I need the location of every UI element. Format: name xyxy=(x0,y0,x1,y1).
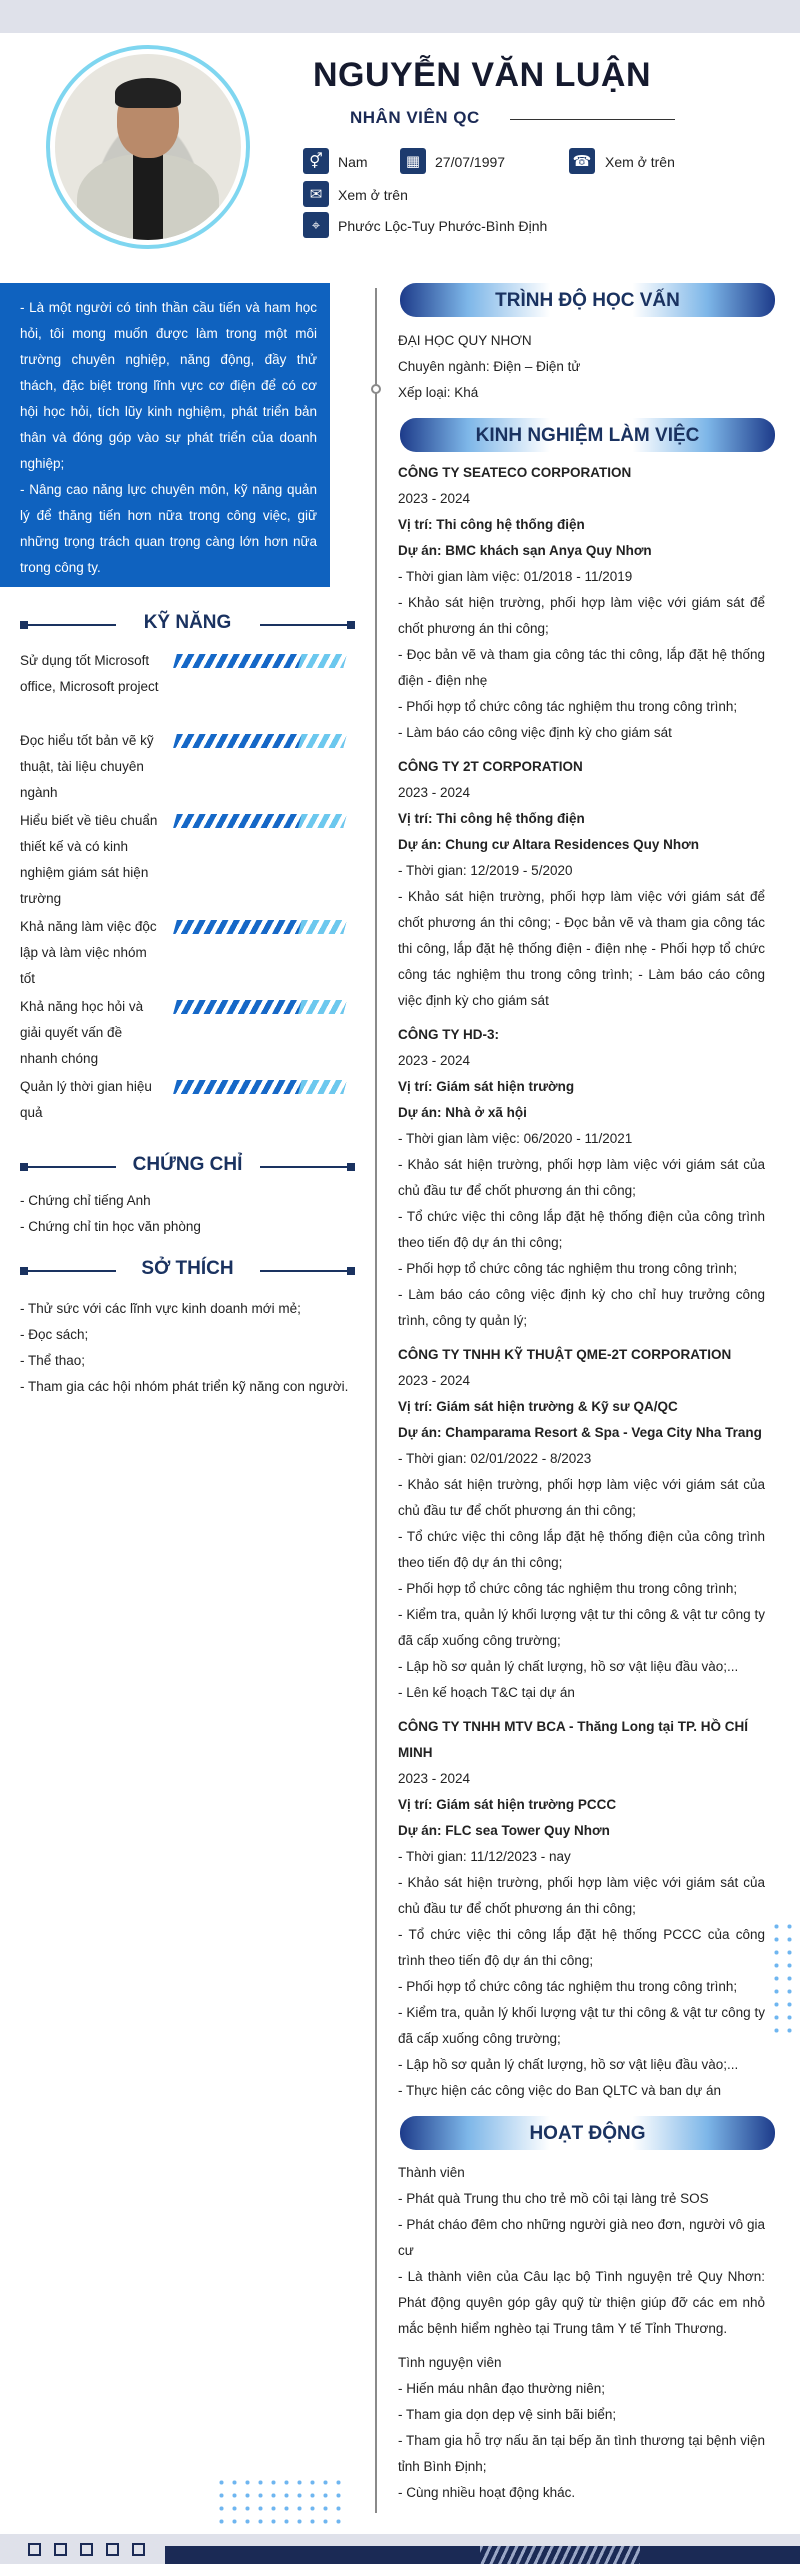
job-entry xyxy=(398,460,765,746)
job-duty: - Thời gian làm việc: 06/2020 - 11/2021 xyxy=(398,1131,633,1146)
education-title: TRÌNH ĐỘ HỌC VẤN xyxy=(495,290,680,311)
dot-pattern-decoration xyxy=(215,2476,345,2528)
job-duty: - Khảo sát hiện trường, phối hợp làm việc với giám sát để chốt phương án thi công; - Đọc bản vẽ và tham gia công tác thi công, lắp đặt hệ thống điện - điện nhẹ - Phối hợp tổ chức công tác nghiệm thu trong công trình; - Làm báo cáo công việc định kỳ cho giám sát xyxy=(398,889,765,1008)
job-position: Vị trí: Giám sát hiện trường PCCC xyxy=(398,1797,617,1812)
job-duty: - Lên kế hoạch T&C tại dự án xyxy=(398,1685,575,1700)
bottom-stripe-pattern xyxy=(480,2546,640,2564)
job-duty: - Đọc bản vẽ và tham gia công tác thi công, lắp đặt hệ thống điện - điện nhẹ xyxy=(398,647,765,688)
certificate-item: - Chứng chỉ tin học văn phòng xyxy=(20,1219,201,1234)
skill-item: Đọc hiểu tốt bản vẽ kỹ thuật, tài liệu chuyên ngành xyxy=(20,728,350,806)
skill-item: Hiểu biết về tiêu chuẩn thiết kế và có kinh nghiệm giám sát hiện trường xyxy=(20,808,350,912)
job-duty: - Làm báo cáo công việc định kỳ cho chỉ huy trưởng công trình, công ty quản lý; xyxy=(398,1287,765,1328)
job-duty: - Lập hồ sơ quản lý chất lượng, hồ sơ vật liệu đầu vào;... xyxy=(398,2057,739,2072)
square-decoration xyxy=(28,2543,41,2556)
timeline-line xyxy=(375,288,377,2513)
skill-item: Khả năng làm việc độc lập và làm việc nhóm tốt xyxy=(20,914,350,992)
job-position: Vị trí: Thi công hệ thống điện xyxy=(398,517,585,532)
job-project: Dự án: Champarama Resort & Spa - Vega City Nha Trang xyxy=(398,1425,762,1440)
job-duty: - Tổ chức việc thi công lắp đặt hệ thống điện của công trình theo tiến độ dự án thi công; xyxy=(398,1529,765,1570)
skill-item: Sử dụng tốt Microsoft office, Microsoft project xyxy=(20,648,350,700)
phone-icon: ☎ xyxy=(569,148,595,174)
job-duty: - Thời gian làm việc: 01/2018 - 11/2019 xyxy=(398,569,633,584)
job-duty: - Tổ chức việc thi công lắp đặt hệ thống PCCC của công trình theo tiến độ dự án thi công; xyxy=(398,1927,765,1968)
activity-group-heading: Tình nguyện viên xyxy=(398,2355,502,2370)
objective-paragraph-1: - Là một người có tinh thần cầu tiến và ham học hỏi, tôi mong muốn được làm trong một môi trường chuyên nghiệp, năng động, đầy thử thách, đặc biệt trong lĩnh vực cơ điện để có cơ hội học hỏi, tích lũy kinh nghiệm, phát triển bản thân và đóng góp vào sự phát triển của doanh nghiệp; xyxy=(20,300,317,471)
job-duty: - Lập hồ sơ quản lý chất lượng, hồ sơ vật liệu đầu vào;... xyxy=(398,1659,739,1674)
address-value: Phước Lộc-Tuy Phước-Bình Định xyxy=(338,218,548,234)
job-duty: - Thời gian: 02/01/2022 - 8/2023 xyxy=(398,1451,592,1466)
job-duty: - Phối hợp tổ chức công tác nghiệm thu trong công trình; xyxy=(398,699,738,714)
skill-item: Khả năng học hỏi và giải quyết vấn đề nhanh chóng xyxy=(20,994,350,1072)
job-duty: - Thời gian: 11/12/2023 - nay xyxy=(398,1849,571,1864)
activity-item: - Phát cháo đêm cho những người già neo đơn, người vô gia cư xyxy=(398,2217,765,2258)
skill-rating-bar xyxy=(173,654,347,668)
dob-value: 27/07/1997 xyxy=(435,154,506,170)
activities-list xyxy=(398,2160,765,2506)
top-decoration-bar xyxy=(0,0,800,33)
company-name: CÔNG TY TNHH KỸ THUẬT QME-2T CORPORATION xyxy=(398,1347,732,1362)
skill-rating-bar xyxy=(173,1000,347,1014)
skill-rating-bar xyxy=(173,814,347,828)
job-duty: - Thực hiện các công việc do Ban QLTC và ban dự án xyxy=(398,2083,721,2098)
job-position: Vị trí: Giám sát hiện trường & Kỹ sư QA/QC xyxy=(398,1399,678,1414)
job-duty: - Phối hợp tổ chức công tác nghiệm thu trong công trình; xyxy=(398,1261,738,1276)
experience-heading xyxy=(400,418,775,452)
skills-heading xyxy=(20,612,355,638)
job-entry xyxy=(398,1022,765,1334)
job-duty: - Khảo sát hiện trường, phối hợp làm việc với giám sát để chốt phương án thi công; xyxy=(398,595,765,636)
hobbies-heading xyxy=(20,1258,355,1284)
certificates-title: CHỨNG CHỈ xyxy=(132,1154,243,1175)
title-divider xyxy=(510,119,675,120)
hobbies-list xyxy=(20,1296,355,1400)
avatar-frame xyxy=(46,45,250,249)
timeline-dot xyxy=(371,384,381,394)
job-years: 2023 - 2024 xyxy=(398,1053,471,1068)
job-entry xyxy=(398,1714,765,2104)
activity-item: - Là thành viên của Câu lạc bộ Tình nguyện trẻ Quy Nhơn: Phát động quyên góp gây quỹ từ thiện giúp đỡ các em nhỏ mắc bệnh hiểm nghèo tại Trung tâm Y tế Tỉnh Thương. xyxy=(398,2269,765,2336)
job-duty: - Khảo sát hiện trường, phối hợp làm việc với giám sát của chủ đầu tư để chốt phương án thi công; xyxy=(398,1477,765,1518)
job-position: Vị trí: Giám sát hiện trường xyxy=(398,1079,575,1094)
skill-rating-bar xyxy=(173,1080,347,1094)
job-project: Dự án: BMC khách sạn Anya Quy Nhơn xyxy=(398,543,652,558)
career-objective xyxy=(0,283,330,587)
activity-item: - Tham gia hỗ trợ nấu ăn tại bếp ăn tình thương tại bệnh viện tỉnh Bình Định; xyxy=(398,2433,765,2474)
hobby-item: - Thể thao; xyxy=(20,1353,86,1368)
calendar-icon: ▦ xyxy=(400,148,426,174)
email-icon: ✉ xyxy=(303,181,329,207)
square-decoration xyxy=(132,2543,145,2556)
job-duty: - Làm báo cáo công việc định kỳ cho giám sát xyxy=(398,725,672,740)
hobby-item: - Thử sức với các lĩnh vực kinh doanh mới mẻ; xyxy=(20,1301,301,1316)
education-details xyxy=(398,328,765,406)
job-duty: - Kiểm tra, quản lý khối lượng vật tư thi công & vật tư công ty đã cấp xuống công trường; xyxy=(398,1607,765,1648)
phone-value: Xem ở trên xyxy=(605,154,675,170)
skill-rating-bar xyxy=(173,920,347,934)
job-years: 2023 - 2024 xyxy=(398,491,471,506)
job-duty: - Khảo sát hiện trường, phối hợp làm việc với giám sát của chủ đầu tư để chốt phương án thi công; xyxy=(398,1157,765,1198)
skills-title: KỸ NĂNG xyxy=(143,612,232,633)
job-entry xyxy=(398,1342,765,1706)
job-duty: - Kiểm tra, quản lý khối lượng vật tư thi công & vật tư công ty đã cấp xuống công trường; xyxy=(398,2005,765,2046)
gender-value: Nam xyxy=(338,154,368,170)
job-duty: - Khảo sát hiện trường, phối hợp làm việc với giám sát của chủ đầu tư để chốt phương án thi công; xyxy=(398,1875,765,1916)
candidate-name: NGUYỄN VĂN LUẬN xyxy=(312,56,652,94)
major: Chuyên ngành: Điện – Điện tử xyxy=(398,359,581,374)
square-decoration xyxy=(106,2543,119,2556)
rank: Xếp loại: Khá xyxy=(398,385,479,400)
company-name: CÔNG TY 2T CORPORATION xyxy=(398,759,583,774)
job-project: Dự án: Nhà ở xã hội xyxy=(398,1105,527,1120)
certificate-item: - Chứng chỉ tiếng Anh xyxy=(20,1193,151,1208)
education-heading xyxy=(400,283,775,317)
job-years: 2023 - 2024 xyxy=(398,785,471,800)
dot-pattern-decoration xyxy=(770,1920,798,2040)
activities-heading xyxy=(400,2116,775,2150)
job-duty: - Phối hợp tổ chức công tác nghiệm thu trong công trình; xyxy=(398,1581,738,1596)
hobby-item: - Tham gia các hội nhóm phát triển kỹ năng con người. xyxy=(20,1379,349,1394)
job-years: 2023 - 2024 xyxy=(398,1771,471,1786)
skill-item: Quản lý thời gian hiệu quả xyxy=(20,1074,350,1126)
activity-item: - Phát quà Trung thu cho trẻ mồ côi tại làng trẻ SOS xyxy=(398,2191,709,2206)
job-duty: - Thời gian: 12/2019 - 5/2020 xyxy=(398,863,573,878)
gender-icon: ⚥ xyxy=(303,148,329,174)
job-position: Vị trí: Thi công hệ thống điện xyxy=(398,811,585,826)
square-decoration xyxy=(54,2543,67,2556)
experience-list xyxy=(398,460,765,2104)
activity-group-heading: Thành viên xyxy=(398,2165,465,2180)
location-icon: ⌖ xyxy=(303,212,329,238)
job-duty: - Phối hợp tổ chức công tác nghiệm thu trong công trình; xyxy=(398,1979,738,1994)
job-duty: - Tổ chức việc thi công lắp đặt hệ thống điện của công trình theo tiến độ dự án thi công; xyxy=(398,1209,765,1250)
email-value: Xem ở trên xyxy=(338,187,408,203)
avatar xyxy=(55,54,241,240)
hobby-item: - Đọc sách; xyxy=(20,1327,89,1342)
hobbies-title: SỞ THÍCH xyxy=(141,1258,234,1279)
certificates-list xyxy=(20,1188,355,1240)
activity-item: - Hiến máu nhân đạo thường niên; xyxy=(398,2381,606,2396)
job-entry xyxy=(398,754,765,1014)
objective-paragraph-2: - Nâng cao năng lực chuyên môn, kỹ năng quản lý để thăng tiến hơn nữa trong công việc, giữ những trọng trách quan trọng càng lớn hơn nữa trong công ty. xyxy=(20,482,317,575)
certificates-heading xyxy=(20,1154,355,1180)
activity-item: - Tham gia dọn dẹp vệ sinh bãi biển; xyxy=(398,2407,617,2422)
school-name: ĐẠI HỌC QUY NHƠN xyxy=(398,333,532,348)
company-name: CÔNG TY TNHH MTV BCA - Thăng Long tại TP. HỒ CHÍ MINH xyxy=(398,1719,748,1760)
job-title: NHÂN VIÊN QC xyxy=(350,108,480,127)
job-project: Dự án: FLC sea Tower Quy Nhơn xyxy=(398,1823,610,1838)
job-years: 2023 - 2024 xyxy=(398,1373,471,1388)
job-project: Dự án: Chung cư Altara Residences Quy Nhơn xyxy=(398,837,699,852)
activity-item: - Cùng nhiều hoạt động khác. xyxy=(398,2485,576,2500)
activities-title: HOẠT ĐỘNG xyxy=(529,2123,646,2144)
skill-rating-bar xyxy=(173,734,347,748)
square-decoration xyxy=(80,2543,93,2556)
experience-title: KINH NGHIỆM LÀM VIỆC xyxy=(475,425,700,446)
company-name: CÔNG TY SEATECO CORPORATION xyxy=(398,465,632,480)
company-name: CÔNG TY HD-3: xyxy=(398,1027,500,1042)
